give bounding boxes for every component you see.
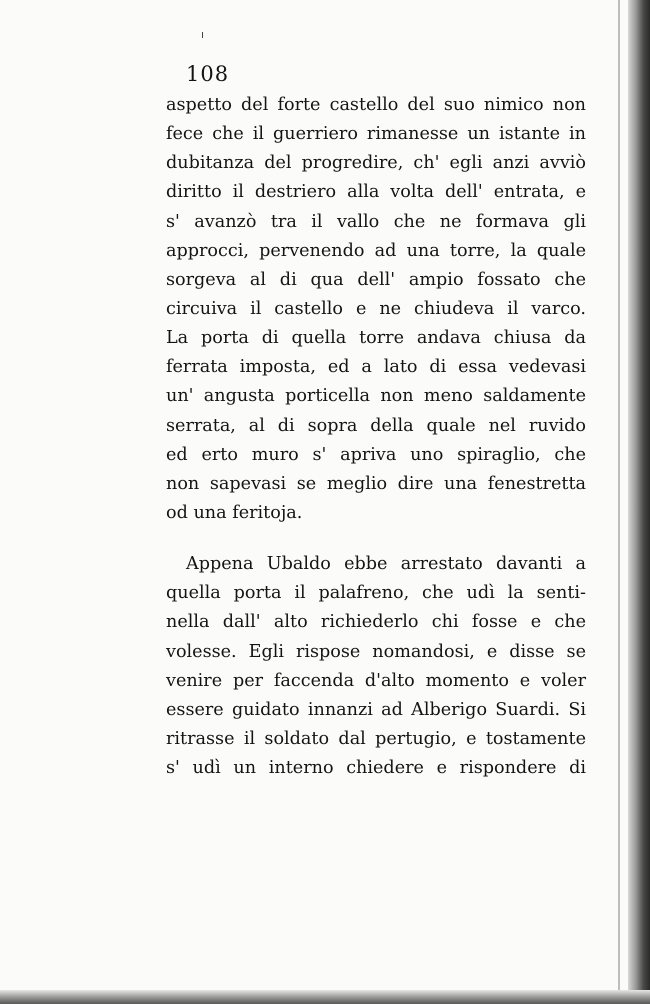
text-line: od una feritoja.	[166, 502, 303, 523]
text-line: sorgeva al di qua dell' ampio fossato che	[166, 269, 586, 290]
text-line: fece che il guerriero rimanesse un istante in	[166, 124, 586, 145]
text-line: diritto il destriero alla volta dell' entrata, e	[166, 182, 586, 203]
text-line: Appena Ubaldo ebbe arrestato davanti a	[186, 554, 586, 575]
text-line: volesse. Egli rispose nomandosi, e disse se	[166, 641, 586, 662]
text-line: venire per faccenda d'alto momento e voler	[166, 670, 586, 691]
text-line: ritrasse il soldato dal pertugio, e tostamente	[166, 728, 586, 749]
page-number: 108	[186, 62, 230, 86]
text-line: un' angusta porticella non meno saldamente	[166, 386, 586, 407]
text-line: quella porta il palafreno, che udì la senti-	[166, 583, 586, 604]
paragraph-gap	[166, 528, 586, 550]
page-bottom-edge	[0, 990, 650, 1004]
text-line: essere guidato innanzi ad Alberigo Suardi. Si	[166, 699, 586, 720]
text-line: dubitanza del progredire, ch' egli anzi avviò	[166, 153, 586, 174]
text-line: nella dall' alto richiederlo chi fosse e che	[166, 612, 586, 633]
text-line: serrata, al di sopra della quale nel ruvido	[166, 415, 586, 436]
text-line: s' avanzò tra il vallo che ne formava gli	[166, 211, 586, 232]
text-line: non sapevasi se meglio dire una fenestretta	[166, 473, 586, 494]
page-fold-line	[618, 0, 620, 1004]
text-line: s' udì un interno chiedere e rispondere di	[166, 758, 586, 779]
text-line: ed erto muro s' apriva uno spiraglio, che	[166, 444, 586, 465]
scan-speck	[202, 32, 203, 38]
paragraph-2	[166, 550, 586, 783]
text-line: approcci, pervenendo ad una torre, la quale	[166, 240, 586, 261]
text-line: circuiva il castello e ne chiudeva il varco.	[166, 298, 586, 319]
body-text	[166, 91, 586, 783]
book-spine-shadow	[628, 0, 650, 1004]
text-line: La porta di quella torre andava chiusa da	[166, 328, 586, 349]
text-line: aspetto del forte castello del suo nimico non	[166, 95, 586, 115]
text-line: ferrata imposta, ed a lato di essa vedevasi	[166, 357, 586, 378]
paragraph-1	[166, 91, 586, 528]
